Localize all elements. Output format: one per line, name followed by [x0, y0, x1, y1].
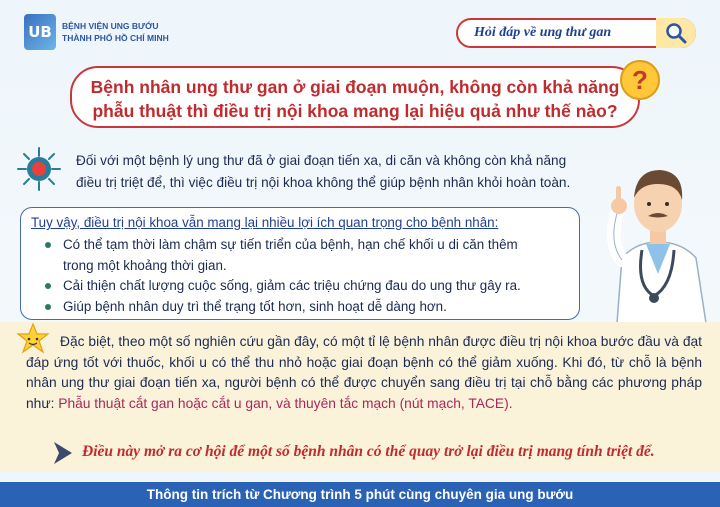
doctor-illustration: [596, 146, 720, 336]
special-paragraph: [26, 332, 702, 415]
conclusion-text: Điều này mở ra cơ hội để một số bệnh nhân có thể quay trở lại điều trị mang tính triệt để.: [82, 443, 655, 460]
question-box: [70, 66, 640, 128]
question-line-1: Bệnh nhân ung thư gan ở giai đoạn muộn, không còn khả năng: [90, 77, 620, 97]
question-mark-icon: ?: [620, 60, 660, 100]
benefit-item-line: Có thể tạm thời làm chậm sự tiến triển của bệnh, hạn chế khối u di căn thêm: [63, 237, 518, 252]
benefit-item-line: trong một khoảng thời gian.: [63, 257, 227, 273]
topic-label: Hỏi đáp về ung thư gan: [474, 25, 612, 40]
logo-text: [62, 20, 169, 44]
intro-line-1: Đối với một bệnh lý ung thư đã ở giai đoạn tiến xa, di căn và không còn khả năng: [76, 153, 567, 168]
logo-mark: UB: [24, 14, 56, 50]
intro-paragraph: [76, 150, 616, 194]
benefit-item: [31, 235, 569, 276]
footer-banner: Thông tin trích từ Chương trình 5 phút cùng chuyên gia ung bướu: [0, 482, 720, 507]
benefit-item-line: Giúp bệnh nhân duy trì thể trạng tốt hơn, sinh hoạt dễ dàng hơn.: [63, 298, 447, 314]
cancer-cell-icon: [16, 146, 62, 192]
arrow-icon: [52, 440, 74, 466]
special-highlight: Phẫu thuật cắt gan hoặc cắt u gan, và thuyên tắc mạch (nút mạch, TACE).: [58, 396, 513, 412]
intro-line-2: điều trị triệt để, thì việc điều trị nội khoa không thể giúp bệnh nhân khỏi hoàn toàn.: [76, 175, 571, 190]
logo-line-1: BỆNH VIỆN UNG BƯỚU: [62, 21, 159, 31]
question-line-2: phẫu thuật thì điều trị nội khoa mang lại hiệu quả như thế nào?: [92, 101, 618, 121]
logo-line-2: THÀNH PHỐ HỒ CHÍ MINH: [62, 33, 169, 43]
hospital-logo: [24, 14, 169, 50]
benefit-item: [31, 297, 569, 318]
benefit-item: [31, 276, 569, 297]
magnifier-icon: [656, 18, 696, 48]
benefit-item-line: Cải thiện chất lượng cuộc sống, giảm các triệu chứng đau do ung thư gây ra.: [63, 278, 521, 293]
topic-badge: [456, 18, 696, 48]
benefits-box: [20, 207, 580, 320]
special-text: Đặc biệt, theo một số nghiên cứu gần đây, có một tỉ lệ bệnh nhân được điều trị nội khoa bước đầu và đạt đáp ứng tốt với thuốc, khối u có thể thu nhỏ hoặc giai đoạn bệnh có thể giảm xuống. Khi đó, từ chỗ là bệnh nhân ung thư giai đoạn tiến xa, người bệnh có thể được chuyển sang điều trị tại chỗ bằng các phương pháp như:: [26, 334, 702, 412]
benefits-title: Tuy vậy, điều trị nội khoa vẫn mang lại nhiều lợi ích quan trọng cho bệnh nhân:: [31, 215, 499, 230]
benefits-list: [31, 235, 569, 317]
